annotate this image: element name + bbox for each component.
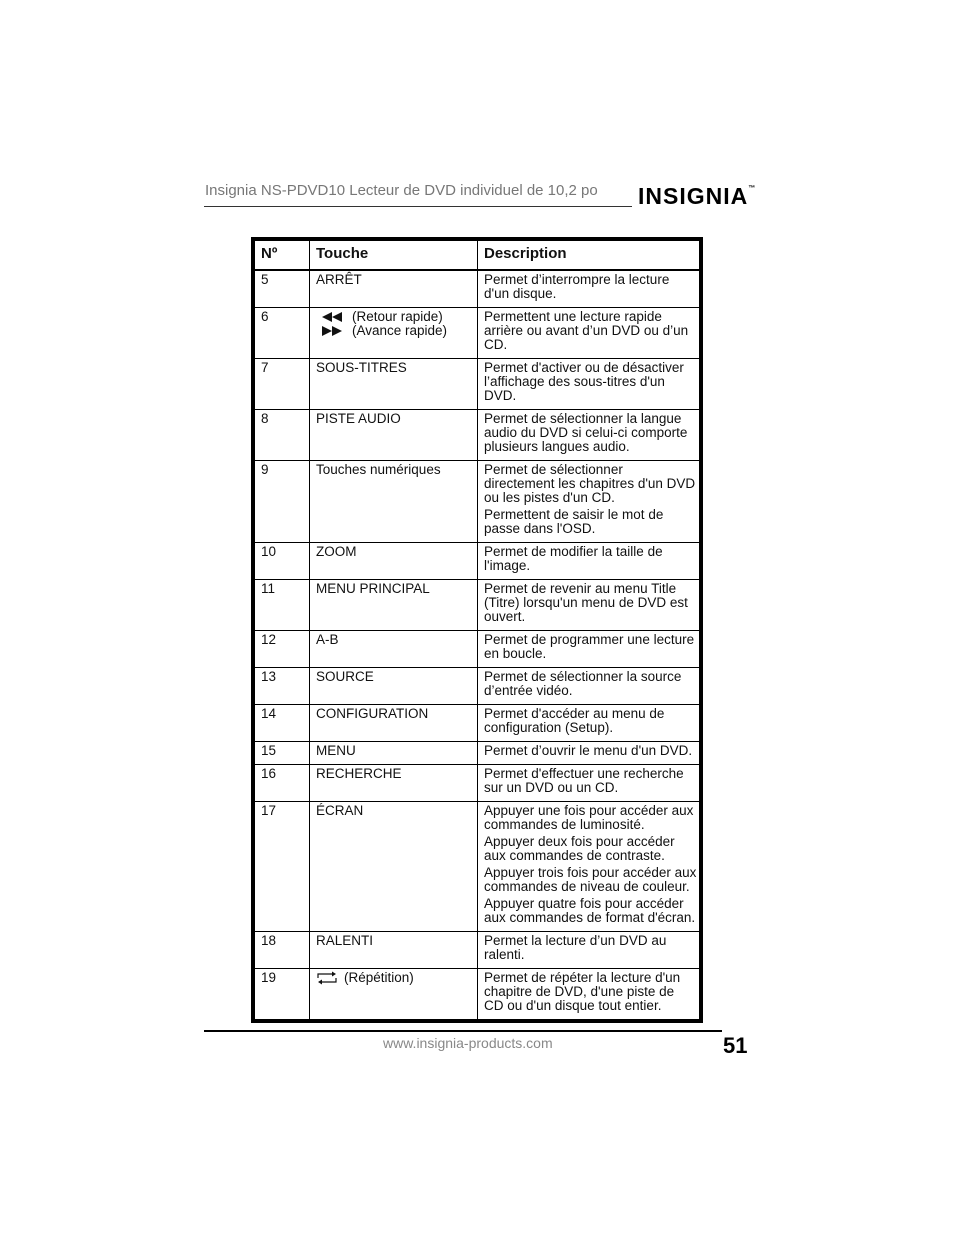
row-key: RALENTI — [310, 932, 478, 969]
page-number: 51 — [723, 1033, 748, 1058]
row-description — [478, 580, 700, 631]
description-paragraph: Appuyer deux fois pour accéder aux commandes de contraste. — [484, 834, 675, 863]
row-number: 19 — [255, 969, 310, 1020]
fast-forward-icon — [320, 326, 344, 336]
row-description — [478, 932, 700, 969]
row-description — [478, 410, 700, 461]
row-key: ÉCRAN — [310, 802, 478, 932]
column-header-description: Description — [478, 241, 700, 271]
brand-name: INSIGNIA — [638, 183, 749, 209]
repeat-icon — [316, 971, 338, 985]
table-row — [255, 580, 700, 631]
description-paragraph: Permet d’ouvrir le menu d'un DVD. — [484, 743, 693, 758]
table-row — [255, 543, 700, 580]
row-number: 16 — [255, 765, 310, 802]
description-paragraph: Permet de sélectionner la source d’entrée vidéo. — [484, 669, 682, 698]
table-row — [255, 969, 700, 1020]
row-description — [478, 308, 700, 359]
row-key — [310, 969, 478, 1020]
table-row — [255, 461, 700, 543]
table-row — [255, 742, 700, 765]
row-number: 15 — [255, 742, 310, 765]
description-paragraph: Permet de sélectionner la langue audio du DVD si celui-ci comporte plusieurs langues audio. — [484, 411, 688, 454]
table-row — [255, 308, 700, 359]
description-paragraph: Permet de sélectionner directement les chapitres d'un DVD ou les pistes d'un CD. — [484, 462, 696, 505]
row-key: A-B — [310, 631, 478, 668]
description-paragraph: Permet d'accéder au menu de configuration (Setup). — [484, 706, 665, 735]
row-description — [478, 802, 700, 932]
row-number: 17 — [255, 802, 310, 932]
table-body — [255, 270, 700, 1020]
row-key: MENU PRINCIPAL — [310, 580, 478, 631]
row-description — [478, 270, 700, 308]
table-header-row — [255, 241, 700, 271]
description-paragraph: Permet de modifier la taille de l'image. — [484, 544, 663, 573]
description-paragraph: Appuyer quatre fois pour accéder aux commandes de format d'écran. — [484, 896, 696, 925]
key-line — [316, 324, 472, 338]
description-paragraph: Permettent de saisir le mot de passe dans l'OSD. — [484, 507, 664, 536]
row-key: CONFIGURATION — [310, 705, 478, 742]
description-paragraph: Permet d'activer ou de désactiver l’affichage des sous-titres d'un DVD. — [484, 360, 684, 403]
header-divider — [204, 206, 632, 207]
row-description — [478, 668, 700, 705]
row-number: 10 — [255, 543, 310, 580]
description-paragraph: Appuyer une fois pour accéder aux commandes de luminosité. — [484, 803, 694, 832]
website-url: www.insignia-products.com — [383, 1035, 553, 1051]
table-row — [255, 270, 700, 308]
description-paragraph: Permet de revenir au menu Title (Titre) lorsqu'un menu de DVD est ouvert. — [484, 581, 688, 624]
row-key: PISTE AUDIO — [310, 410, 478, 461]
row-key: Touches numériques — [310, 461, 478, 543]
description-paragraph: Permettent une lecture rapide arrière ou avant d’un DVD ou d’un CD. — [484, 309, 689, 352]
table-row — [255, 410, 700, 461]
row-number: 7 — [255, 359, 310, 410]
description-paragraph: Permet la lecture d’un DVD au ralenti. — [484, 933, 667, 962]
remote-keys-table — [251, 237, 703, 1023]
description-paragraph: Permet d’interrompre la lecture d'un disque. — [484, 272, 670, 301]
row-number: 13 — [255, 668, 310, 705]
row-key: ZOOM — [310, 543, 478, 580]
row-key — [310, 308, 478, 359]
row-description — [478, 359, 700, 410]
brand-trademark: ™ — [748, 185, 756, 192]
row-description — [478, 742, 700, 765]
description-paragraph: Permet de répéter la lecture d'un chapitre de DVD, d'une piste de CD ou d'un disque tout entier. — [484, 970, 681, 1013]
row-number: 18 — [255, 932, 310, 969]
row-number: 11 — [255, 580, 310, 631]
table-row — [255, 668, 700, 705]
table-row — [255, 705, 700, 742]
rewind-icon — [320, 312, 344, 322]
key-line — [316, 971, 472, 985]
row-key: RECHERCHE — [310, 765, 478, 802]
row-number: 8 — [255, 410, 310, 461]
row-number: 5 — [255, 270, 310, 308]
table-row — [255, 359, 700, 410]
keys-table — [254, 240, 700, 1020]
brand-logo — [638, 183, 755, 210]
table-row — [255, 932, 700, 969]
table-row — [255, 631, 700, 668]
row-number: 6 — [255, 308, 310, 359]
footer-divider — [204, 1030, 722, 1032]
table-row — [255, 802, 700, 932]
document-title: Insignia NS-PDVD10 Lecteur de DVD individuel de 10,2 po — [205, 182, 598, 199]
row-key: ARRÊT — [310, 270, 478, 308]
row-number: 14 — [255, 705, 310, 742]
description-paragraph: Permet d'effectuer une recherche sur un DVD ou un CD. — [484, 766, 684, 795]
row-description — [478, 705, 700, 742]
row-key: MENU — [310, 742, 478, 765]
row-description — [478, 765, 700, 802]
description-paragraph: Appuyer trois fois pour accéder aux commandes de niveau de couleur. — [484, 865, 697, 894]
row-number: 12 — [255, 631, 310, 668]
key-label: (Répétition) — [344, 970, 414, 985]
row-description — [478, 631, 700, 668]
row-number: 9 — [255, 461, 310, 543]
row-description — [478, 543, 700, 580]
key-label: (Retour rapide) — [352, 309, 443, 324]
row-key: SOUS-TITRES — [310, 359, 478, 410]
column-header-number: Nº — [255, 241, 310, 271]
column-header-key: Touche — [310, 241, 478, 271]
row-description — [478, 461, 700, 543]
description-paragraph: Permet de programmer une lecture en boucle. — [484, 632, 695, 661]
key-line — [316, 310, 472, 324]
table-row — [255, 765, 700, 802]
row-description — [478, 969, 700, 1020]
row-key: SOURCE — [310, 668, 478, 705]
key-label: (Avance rapide) — [352, 323, 448, 338]
